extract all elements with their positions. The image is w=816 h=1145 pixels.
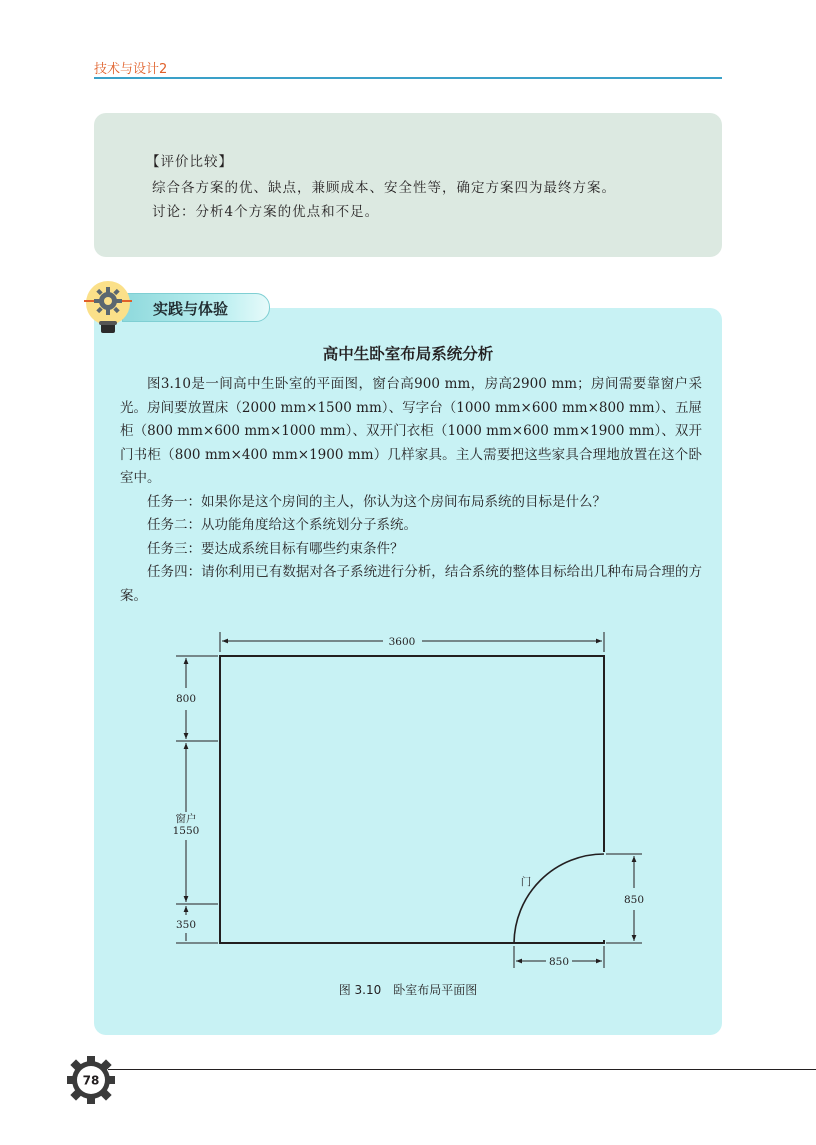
evaluation-conclusion: 综合各方案的优、缺点，兼顾成本、安全性等，确定方案四为最终方案。 <box>152 180 616 196</box>
evaluation-box <box>94 113 722 257</box>
room-walls <box>220 656 604 943</box>
practice-tag-label: 实践与体验 <box>153 300 229 318</box>
bedroom-floor-plan <box>160 628 660 973</box>
page-number: 78 <box>82 1073 100 1088</box>
evaluation-heading: 【评价比较】 <box>146 154 233 170</box>
dim-window-label: 1550 <box>172 825 200 837</box>
task-one: 任务一：如果你是这个房间的主人，你认为这个房间布局系统的目标是什么？ <box>147 493 606 510</box>
dim-bottom-label: 350 <box>175 919 197 931</box>
door-arc <box>514 854 604 943</box>
page-number-gear-icon <box>66 1055 116 1105</box>
window-label: 窗户 <box>175 813 197 825</box>
dim-door-height-label: 850 <box>623 894 645 906</box>
task-three: 任务三：要达成系统目标有哪些约束条件？ <box>147 540 404 557</box>
dim-width-label: 3600 <box>388 636 416 648</box>
section-title: 高中生卧室布局系统分析 <box>322 345 494 363</box>
header-rule <box>94 77 722 79</box>
practice-text <box>120 373 702 608</box>
footer-rule <box>108 1069 816 1070</box>
header-title: 技术与设计2 <box>94 62 168 77</box>
dim-top-label: 800 <box>175 693 197 705</box>
dim-door-width-label: 850 <box>548 956 570 968</box>
door-label: 门 <box>520 876 532 888</box>
intro-paragraph: 图3.10是一间高中生卧室的平面图，窗台高900 mm，房高2900 mm；房间需要靠窗户采光。房间要放置床（2000 mm×1500 mm）、写字台（1000 mm×600 mm×800 mm）、五屉柜（800 mm×600 mm×1000 mm）、双开门衣柜（1000 mm×600 mm×1900 mm）、双开门书柜（800 mm×400 mm×1900 mm）几样家具。主人需要把这些家具合理地放置在这个卧室中。 <box>120 376 702 486</box>
task-four: 任务四：请你利用已有数据对各子系统进行分析，结合系统的整体目标给出几种布局合理的方案。 <box>120 564 702 604</box>
task-two: 任务二：从功能角度给这个系统划分子系统。 <box>147 517 417 533</box>
figure-caption: 图 3.10 卧室布局平面图 <box>338 983 478 997</box>
evaluation-discussion: 讨论：分析4个方案的优点和不足。 <box>152 204 380 220</box>
lightbulb-gear-icon <box>82 280 134 338</box>
practice-tag <box>122 293 270 322</box>
